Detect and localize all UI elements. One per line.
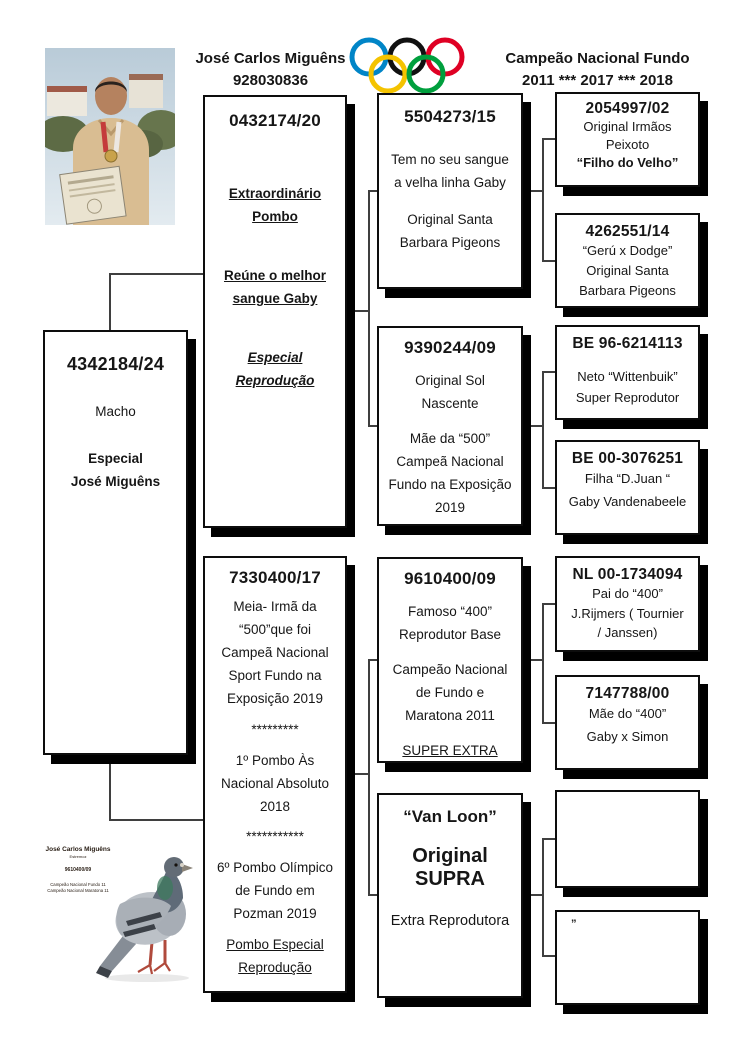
breeder-phone: 928030836 xyxy=(232,71,309,89)
breeder-photo xyxy=(45,48,175,225)
info-text: Neto “Wittenbuik” Super Reprodutor xyxy=(575,369,680,405)
connector-line xyxy=(542,371,556,373)
connector-line xyxy=(542,603,556,605)
pedigree-box-subject xyxy=(43,330,188,755)
caption-title-2: Campeão Nacional Maratona 11 xyxy=(47,888,109,893)
info-text: Pombo Especial Reprodução xyxy=(226,937,324,976)
pedigree-box-g4-3 xyxy=(555,325,700,420)
info-text: Especial Reprodução xyxy=(235,349,315,388)
connector-line xyxy=(109,273,205,275)
connector-line xyxy=(542,722,556,724)
caption-place: Estremoz xyxy=(69,854,87,859)
pedigree-box-g4-8 xyxy=(555,910,700,1005)
info-text-underlined: SUPER EXTRA xyxy=(402,742,498,758)
info-text: Filha “D.Juan “ Gaby Vandenabeele xyxy=(568,471,687,509)
championship-title: Campeão Nacional Fundo xyxy=(505,50,690,67)
ring-number: 5504273/15 xyxy=(404,107,496,126)
championship-title-block xyxy=(490,48,705,92)
sex-label: Macho xyxy=(95,404,136,419)
connector-line xyxy=(109,819,205,821)
info-text: Original Sol Nascente xyxy=(415,373,485,411)
connector-line xyxy=(368,190,370,427)
info-text: Original Santa Barbara Pigeons xyxy=(399,211,501,250)
strain-name: “Van Loon” xyxy=(403,807,497,826)
olympic-rings-logo xyxy=(348,36,466,101)
ring-number: 9610400/09 xyxy=(404,569,496,588)
connector-line xyxy=(542,138,544,262)
pedigree-box-g4-1 xyxy=(555,92,700,187)
connector-line xyxy=(542,838,544,957)
info-text: Pai do “400” J.Rijmers ( Tournier / Janssen) xyxy=(571,586,684,640)
connector-line xyxy=(542,371,544,489)
quote-mark: ” xyxy=(571,918,577,930)
info-text: Mãe da “500” Campeã Nacional Fundo na Exposição 2019 xyxy=(388,430,512,515)
info-text: Extraordinário Pombo xyxy=(228,186,322,224)
pedigree-box-g4-2 xyxy=(555,213,700,308)
pigeon-photo xyxy=(92,842,207,992)
pedigree-box-g4-5 xyxy=(555,556,700,652)
ring-number: 4342184/24 xyxy=(66,354,165,374)
ring-number: BE 00-3076251 xyxy=(571,450,684,467)
connector-line xyxy=(542,838,556,840)
caption-title-1: Campeão Nacional Fundo 11 xyxy=(50,882,106,887)
info-text: “Gerú x Dodge” Original Santa Barbara Pigeons xyxy=(579,243,676,299)
stars-separator: *********** xyxy=(246,829,304,845)
subject-title-line2: José Miguêns xyxy=(70,473,161,489)
info-text: Original Irmãos Peixoto xyxy=(583,119,672,152)
stars-separator: ********* xyxy=(251,721,299,737)
championship-years: 2011 *** 2017 *** 2018 xyxy=(522,71,673,89)
pedigree-box-sire-dam xyxy=(377,326,523,526)
strain-subtitle: Original SUPRA xyxy=(412,845,488,890)
info-text: Campeão Nacional de Fundo e Maratona 2011 xyxy=(392,661,508,723)
connector-line xyxy=(542,260,556,262)
info-text: Reúne o melhor sangue Gaby xyxy=(223,267,326,306)
pedigree-box-g4-7 xyxy=(555,790,700,888)
ring-number: 7147788/00 xyxy=(585,685,670,702)
ring-number: 0432174/20 xyxy=(229,111,321,130)
info-text: Meia- Irmã da “500”que foi Campeã Nacional Sport Fundo na Exposição 2019 xyxy=(221,599,329,706)
info-text: 1º Pombo Às Nacional Absoluto 2018 xyxy=(220,752,330,814)
info-text: Famoso “400” Reprodutor Base xyxy=(398,604,502,642)
info-text: Mãe do “400” Gaby x Simon xyxy=(586,706,669,744)
breeder-photo-image xyxy=(45,48,175,225)
info-text-bold: “Filho do Velho” xyxy=(576,154,679,170)
connector-line xyxy=(542,955,556,957)
connector-line xyxy=(368,659,370,896)
breeder-name: José Carlos Miguêns xyxy=(195,50,346,67)
subject-title-line1: Especial xyxy=(88,450,143,466)
caption-ring-number: 9610400/09 xyxy=(64,867,92,873)
ring-number: 9390244/09 xyxy=(404,338,496,357)
connector-line xyxy=(542,138,556,140)
info-text: 6º Pombo Olímpico de Fundo em Pozman 2019 xyxy=(217,860,333,922)
ring-number: 2054997/02 xyxy=(585,100,670,117)
pigeon-image xyxy=(92,842,207,987)
ring-number: 4262551/14 xyxy=(585,223,670,240)
pedigree-box-dam xyxy=(203,556,347,993)
connector-line xyxy=(542,603,544,724)
pedigree-box-g4-6 xyxy=(555,675,700,770)
caption-breeder-name: José Carlos Miguêns xyxy=(45,846,111,853)
info-text: Extra Reprodutora xyxy=(390,913,510,929)
info-text: Tem no seu sangue a velha linha Gaby xyxy=(391,152,509,190)
breeder-name-block xyxy=(188,48,353,92)
pedigree-box-sire xyxy=(203,95,347,528)
ring-number: BE 96-6214113 xyxy=(572,335,683,352)
pedigree-box-sire-sire xyxy=(377,93,523,289)
ring-number: NL 00-1734094 xyxy=(572,566,683,583)
connector-line xyxy=(542,487,556,489)
pedigree-box-dam-dam xyxy=(377,793,523,998)
pedigree-box-g4-4 xyxy=(555,440,700,535)
ring-number: 7330400/17 xyxy=(229,568,321,587)
pedigree-box-dam-sire xyxy=(377,557,523,763)
